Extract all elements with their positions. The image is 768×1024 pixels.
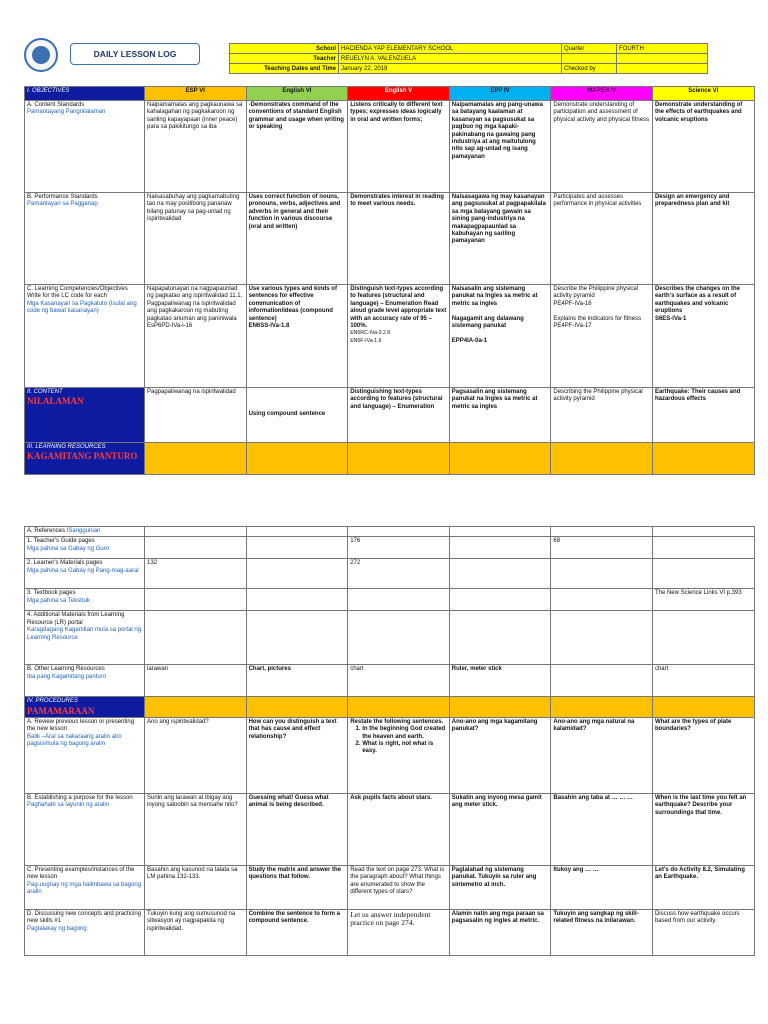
competency-text: Napapatunayan na nagpapaunlad ng pagkatao ang ispiritwalidad 11.1. Pagpapaliwanag na ispiritwalidad ang pagkakaroon ng mabuting pagkatao anuman ang paniniwala	[147, 286, 243, 322]
cell-epp	[449, 611, 551, 665]
row-label: A. Review previous lesson or presenting the new lesson	[27, 718, 135, 733]
subject-english5: English V	[348, 87, 450, 101]
cell-empty	[449, 697, 551, 717]
cell-eng5: Distinguishing text-types according to features (structural and language) – Enumeration	[348, 388, 450, 443]
competency-code: EN5F-IVa-1.6	[350, 337, 382, 344]
competencies-label	[25, 285, 145, 388]
sentence-list	[350, 726, 447, 756]
dates-value: January 22, 2019	[339, 64, 562, 74]
cell-epp	[449, 537, 551, 559]
cell-empty	[551, 527, 653, 537]
objectives-table	[24, 86, 755, 475]
competencies-row	[25, 285, 755, 388]
subject-science6: Science VI	[652, 87, 754, 101]
subject-esp6: ESP VI	[145, 87, 247, 101]
learners-materials-row	[25, 559, 755, 589]
content-standards-row	[25, 101, 755, 193]
competency-text: Explains the indicators for fitness	[553, 315, 642, 322]
cell-esp	[145, 285, 247, 388]
learning-resources-row	[25, 443, 755, 475]
row-label: 2. Learner's Materials pages	[27, 560, 103, 567]
row-label: II. CONTENT	[27, 389, 63, 395]
row-label: B. Establishing a purpose for the lesson	[27, 794, 133, 801]
cell-empty	[652, 697, 754, 717]
cell-empty	[246, 527, 348, 537]
row-tagalog: Sanggunian	[68, 528, 101, 534]
competency-text: Distinguish text-types according to features (structural and language) – Enumeration Read aloud grade level appropriate text with an accuracy rate of 95 – 100%.	[350, 286, 447, 330]
subject-epp4: EPP IV	[449, 87, 551, 101]
cell-eng6: Combine the sentence to form a compound sentence.	[246, 909, 348, 955]
cell-epp: Alamin natin ang mga paraan sa pagsasalin ng ingles at metric.	[449, 909, 551, 955]
cell-eng5	[348, 285, 450, 388]
performance-standards-label	[25, 193, 145, 285]
cell-esp	[145, 537, 247, 559]
cell-epp: Naipamamalas ang pang-unawa sa batayang kaalaman at kasanayan sa pagsusukat sa pagbuo ng mga kapaki-pakinabang na gawaing pang industriya at ang maitutulong nito sap ag-unlad ng isang pamayanan	[449, 101, 551, 193]
subject-english6: English VI	[246, 87, 348, 101]
row-tagalog: Pamantayang Pangnilalaman	[27, 109, 106, 116]
cell-eng5: Read the text on page 273. What is the paragraph about? What things are enumerated to show the different types of stars?	[348, 865, 450, 909]
cell-eng5: Ask pupils facts about stars.	[348, 793, 450, 865]
teacher-value: REUELYN A. VALENZUELA	[339, 54, 562, 64]
row-tagalog: Pamantayan sa Pagganap	[27, 201, 98, 208]
cell-empty	[246, 697, 348, 717]
cell-mapeh: Ano-ano ang mga natural na kalamidad?	[551, 717, 653, 793]
performance-standards-row	[25, 193, 755, 285]
cell-eng6	[246, 611, 348, 665]
cell-eng5	[348, 611, 450, 665]
cell-esp: Tukuyin kung ang sumusunod na sitwasyon ay nagpapakita ng ispiritwalidad.	[145, 909, 247, 955]
cell-epp	[449, 559, 551, 589]
cell-science: chart	[652, 665, 754, 697]
cell-esp: Basahin ang kasunod na talata sa LM pahina 132-133.	[145, 865, 247, 909]
cell-mapeh	[551, 589, 653, 611]
checked-by-label: Checked by	[562, 64, 617, 74]
cell-esp: 132	[145, 559, 247, 589]
row-tagalog: Iba pang Kagamitang panturo	[27, 673, 107, 680]
competency-text: Naisasalin ang sistemang panukat na Ingles sa metric at metric sa ingles	[451, 286, 538, 307]
review-row	[25, 717, 755, 793]
row-tagalog: Karagdagang Kagamitan mula sa portal ng Learning Resource	[27, 627, 142, 641]
blank-label	[562, 54, 617, 64]
quarter-value: FOURTH	[617, 44, 708, 54]
row-label: B. Performance Standards	[27, 194, 98, 200]
lesson-log-header	[24, 38, 754, 74]
cell-science	[652, 559, 754, 589]
purpose-row	[25, 793, 755, 865]
cell-science: Discuss how earthquake occurs based from our activity.	[652, 909, 754, 955]
cell-empty	[246, 443, 348, 475]
cell-eng6: Using compound sentence	[246, 388, 348, 443]
quarter-label: Quarter	[562, 44, 617, 54]
cell-esp	[145, 611, 247, 665]
cell-mapeh	[551, 611, 653, 665]
learning-resources-label	[25, 443, 145, 475]
cell-science: Design an emergency and preparedness plan and kit	[652, 193, 754, 285]
list-item: 1. In the beginning God created the heaven and earth.	[362, 726, 447, 741]
cell-empty	[449, 527, 551, 537]
row-label: III. LEARNING RESOURCES	[27, 444, 106, 450]
textbook-label	[25, 589, 145, 611]
row-label: IV. PROCEDURES	[27, 698, 78, 705]
cell-esp: larawan	[145, 665, 247, 697]
procedures-label	[25, 697, 145, 717]
cell-mapeh: Describing the Philippine physical activity pyramid	[551, 388, 653, 443]
row-tagalog: Paghahabi sa layunin ng aralin	[27, 802, 110, 809]
row-label: B. Other Learning Resources	[27, 666, 105, 673]
cell-empty	[551, 443, 653, 475]
cell-empty	[652, 443, 754, 475]
dates-label: Teaching Dates and Time	[230, 64, 339, 74]
lr-portal-label	[25, 611, 145, 665]
cell-science: Earthquake: Their causes and hazardous effects	[652, 388, 754, 443]
row-tagalog: Mga pahina sa Teksbuk	[27, 597, 90, 604]
cell-eng6	[246, 537, 348, 559]
content-label	[25, 388, 145, 443]
cell-mapeh	[551, 559, 653, 589]
cell-eng6	[246, 285, 348, 388]
cell-eng6: Chart, pictures	[246, 665, 348, 697]
cell-science: Demonstrate understanding of the effects of earthquakes and volcanic eruptions	[652, 101, 754, 193]
row-label: A. Content Standards	[27, 102, 85, 108]
cell-empty	[348, 697, 450, 717]
cell-epp: Ruler, meter stick	[449, 665, 551, 697]
cell-science	[652, 537, 754, 559]
competency-code: PE4PF-IVa-17	[553, 323, 592, 330]
discussing-row	[25, 909, 755, 955]
row-label: 1. Teacher's Guide pages	[27, 538, 95, 545]
teachers-guide-label	[25, 537, 145, 559]
subject-mapeh4: MAPEH IV	[551, 87, 653, 101]
purpose-label	[25, 793, 145, 865]
cell-eng5	[348, 717, 450, 793]
row-tagalog: Balik –Aral sa nakaraang aralin at/o pagsisimula ng bagong aralin	[27, 733, 122, 748]
cell-eng5: 272	[348, 559, 450, 589]
objectives-heading: I. OBJECTIVES	[25, 87, 145, 101]
cell-eng6: Guessing what! Guess what animal is being described.	[246, 793, 348, 865]
cell-mapeh	[551, 285, 653, 388]
cell-eng6	[246, 559, 348, 589]
school-value: HACIENDA YAP ELEMENTARY SCHOOL	[339, 44, 562, 54]
document-title: DAILY LESSON LOG	[70, 43, 200, 65]
cell-eng5: Listens critically to different text types; expresses ideas logically in oral and written forms;	[348, 101, 450, 193]
competency-text: Nagagamit ang dalawang sistemang panukat	[451, 315, 524, 330]
cell-eng5	[348, 589, 450, 611]
cell-epp	[449, 285, 551, 388]
row-tagalog: Mga pahina sa Gabay ng Pang-mag-aaral	[27, 567, 139, 574]
header-info-table	[229, 43, 708, 74]
cell-empty	[348, 443, 450, 475]
row-tagalog: Pag-uugnay ng mga halimbawa sa bagong aralin	[27, 881, 142, 896]
procedures-row	[25, 697, 755, 717]
cell-epp: Pagsasalin ang sistemang panukat na Ingles sa metric at metric sa ingles	[449, 388, 551, 443]
competency-text: Describe the Philippine physical activity pyramid	[553, 286, 639, 300]
row-label: C. Learning Competencies/Objectives Write for the LC code for each	[27, 286, 128, 300]
checked-by-value	[617, 64, 708, 74]
cell-esp	[145, 589, 247, 611]
cell-science: When is the last time you felt an earthquake? Describe your surroundings that time.	[652, 793, 754, 865]
review-intro: Restate the following sentences.	[350, 718, 444, 725]
competency-code: S6ES-IVa-1	[654, 315, 687, 322]
cell-mapeh: 68	[551, 537, 653, 559]
cell-eng6	[246, 589, 348, 611]
row-label: A. References /	[27, 528, 69, 534]
row-label: 3. Textbook pages	[27, 590, 76, 597]
cell-science: Let's do Activity 8.2, Simulating an Earthquake.	[652, 865, 754, 909]
content-row	[25, 388, 755, 443]
cell-epp: Naisasagawa ng may kasanayan ang pagsusukat at pagpapakilala sa mga batayang gawain sa sining pang-industriya na makapagpapaunlad sa kabuhayan ng sariling pamayanan	[449, 193, 551, 285]
cell-empty	[348, 527, 450, 537]
row-label: C. Presenting examples/instances of the new lesson	[27, 866, 135, 881]
cell-eng5: Demonstrates interest in reading to meet various needs.	[348, 193, 450, 285]
deped-seal-icon	[24, 38, 58, 72]
cell-empty	[551, 697, 653, 717]
references-label	[25, 527, 145, 537]
review-label	[25, 717, 145, 793]
cell-eng6: Study the matrix and answer the questions that follow.	[246, 865, 348, 909]
competency-code: EPP4IA-0a-1	[451, 337, 488, 344]
row-tagalog: PAMAMARAAN	[27, 705, 95, 716]
cell-science: The New Science Links VI p.393	[652, 589, 754, 611]
cell-science	[652, 611, 754, 665]
teachers-guide-row	[25, 537, 755, 559]
cell-esp: Pagpapaliwanag na ispiritwalidad	[145, 388, 247, 443]
learners-materials-label	[25, 559, 145, 589]
cell-eng6: Uses correct function of nouns, pronouns, verbs, adjectives and adverbs in general and their function in various discourse (oral and written)	[246, 193, 348, 285]
cell-mapeh	[551, 665, 653, 697]
cell-esp: Ano ang ispiritwalidad?	[145, 717, 247, 793]
competency-text: Use various types and kinds of sentences for effective communication of information/ideas (compound sentence)	[248, 286, 337, 322]
teacher-label: Teacher	[230, 54, 339, 64]
cell-epp: Sukatin ang inyong mesa gamit ang meter stick.	[449, 793, 551, 865]
cell-mapeh: Demonstrate understanding of participation and assessment of physical activity and physical fitness	[551, 101, 653, 193]
subject-header-row	[25, 87, 755, 101]
row-tagalog: Mga Kasanayan sa Pagkatuto (Isulat ang code ng bawat kasanayan)	[27, 300, 137, 315]
competency-code: PE4PF-IVa-16	[553, 300, 592, 307]
discussing-label	[25, 909, 145, 955]
cell-eng5: 176	[348, 537, 450, 559]
school-label: School	[230, 44, 339, 54]
content-standards-label	[25, 101, 145, 193]
competency-code: EsP6PD-IVa-i-16	[147, 323, 193, 330]
cell-science: What are the types of plate boundaries?	[652, 717, 754, 793]
cell-mapeh: Itukoy ang … …	[551, 865, 653, 909]
row-label: 4. Additional Materials from Learning Resource (LR) portal	[27, 612, 125, 626]
row-tagalog: NILALAMAN	[27, 396, 84, 407]
row-tagalog: Mga pahina sa Gabay ng Guro	[27, 545, 110, 552]
other-resources-row	[25, 665, 755, 697]
competency-code: EN6SS-IVa-1.8	[248, 323, 290, 330]
cell-eng6: How can you distinguish a text that has cause and effect relationship?	[246, 717, 348, 793]
cell-esp: Naisasabuhay ang pagkamabuting tao na may positibong pananaw bilang patunay sa pag-unlad ng ispiritwalidad	[145, 193, 247, 285]
cell-empty	[145, 443, 247, 475]
competency-code: EN5RC-IVa-3.2.8	[350, 330, 391, 337]
row-tagalog: KAGAMITANG PANTURO	[27, 451, 138, 462]
cell-mapeh: Tukuyin ang sangkap ng skill-related fitness na inilarawan.	[551, 909, 653, 955]
references-row	[25, 527, 755, 537]
lr-portal-row	[25, 611, 755, 665]
cell-empty	[449, 443, 551, 475]
cell-esp: Suriin ang larawan at ibigay ang inyong saloobin sa mensahe nito?	[145, 793, 247, 865]
cell-science	[652, 285, 754, 388]
cell-mapeh: Basahin ang taba at … … …	[551, 793, 653, 865]
textbook-row	[25, 589, 755, 611]
presenting-row	[25, 865, 755, 909]
other-resources-label	[25, 665, 145, 697]
cell-eng5: Let us answer independent practice on page 274.	[348, 909, 450, 955]
row-tagalog: Pagtalakay ng bagong	[27, 925, 87, 932]
procedures-table	[24, 526, 755, 956]
cell-empty	[652, 527, 754, 537]
cell-empty	[145, 697, 247, 717]
cell-epp: Paglalahad ng sistemang panukat. Tukuyin sa ruler ang sintemetro at inch.	[449, 865, 551, 909]
presenting-label	[25, 865, 145, 909]
cell-empty	[145, 527, 247, 537]
cell-eng6: -Demonstrates command of the conventions of standard English grammar and usage when writing or speaking	[246, 101, 348, 193]
cell-esp: Naipamamalas ang pagkaunawa sa kahalagahan ng pagkakaroon ng sariling kapayapaan (inner peace) para sa pakikitungo sa iba	[145, 101, 247, 193]
blank-value	[617, 54, 708, 64]
competency-text: Describes the changes on the earth's surface as a result of earthquakes and volcanic eruptions	[654, 286, 740, 315]
list-item: 2. What is right, not what is easy.	[362, 741, 447, 756]
cell-epp: Ano-ano ang mga kagamitang panukat?	[449, 717, 551, 793]
cell-mapeh: Participates and assesses performance in physical activities	[551, 193, 653, 285]
row-label: D. Discussing new concepts and practicing new skills #1	[27, 910, 142, 925]
cell-epp	[449, 589, 551, 611]
cell-eng5: chart	[348, 665, 450, 697]
